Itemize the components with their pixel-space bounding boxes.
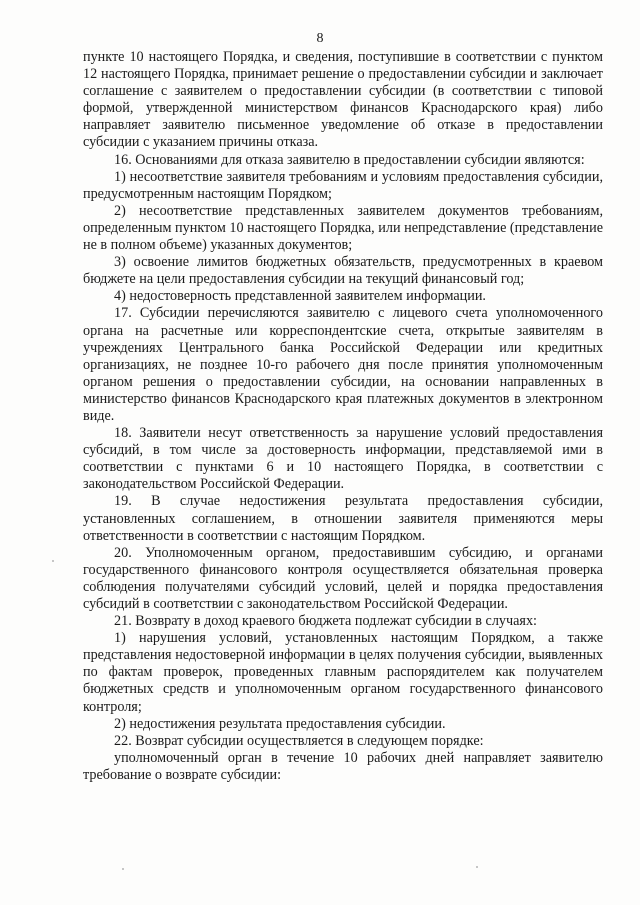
page-number: 8 xyxy=(316,31,324,46)
scan-speck xyxy=(476,866,478,868)
paragraph-18: 18. Заявители несут ответственность за нарушение условий предоставления субсидий, в том числе за достоверность информации, представляемой ими в соответствии с пунктами 6 и 10 настоящего Порядка, в соответствии с законодательством Российской Федерации. xyxy=(83,425,603,493)
document-body xyxy=(83,49,603,784)
paragraph-21-item-2: 2) недостижения результата предоставления субсидии. xyxy=(114,715,446,732)
paragraph-22: 22. Возврат субсидии осуществляется в следующем порядке: xyxy=(114,732,484,749)
paragraph-17: 17. Субсидии перечисляются заявителю с лицевого счета уполномоченного органа на расчетные или корреспондентские счета, открытые заявителям в учреждениях Центрального банка Российской Федерации или кредитных организациях, не позднее 10-го рабочего дня после принятия уполномоченным органом решения о предоставлении субсидии, на основании направленных в министерство финансов Краснодарского края платежных документов в электронном виде. xyxy=(83,305,603,424)
paragraph-16-item-2: 2) несоответствие представленных заявителем документов требованиям, определенным пунктом 10 настоящего Порядка, или непредставление (представление не в полном объеме) указанных документов; xyxy=(83,202,603,254)
paragraph-continuation: пункте 10 настоящего Порядка, и сведения, поступившие в соответствии с пунктом 12 настоящего Порядка, принимает решение о предоставлении субсидии и заключает соглашение с заявителем о предоставлении субсидии (в соответствии с типовой формой, утвержденной министерством финансов Краснодарского края) либо направляет заявителю письменное уведомление об отказе в предоставлении субсидии с указанием причины отказа. xyxy=(83,49,603,151)
scan-speck xyxy=(122,868,124,870)
paragraph-21: 21. Возврату в доход краевого бюджета подлежат субсидии в случаях: xyxy=(114,613,537,630)
scan-speck xyxy=(52,560,54,562)
paragraph-16-item-4: 4) недостоверность представленной заявителем информации. xyxy=(114,288,486,305)
paragraph-19: 19. В случае недостижения результата предоставления субсидии, установленных соглашением, в отношении заявителя применяются меры ответственности в соответствии с настоящим Порядком. xyxy=(83,493,603,544)
paragraph-20: 20. Уполномоченным органом, предоставившим субсидию, и органами государственного финансового контроля осуществляется обязательная проверка соблюдения получателями субсидий условий, целей и порядка предоставления субсидий в соответствии с законодательством Российской Федерации. xyxy=(83,544,603,612)
paragraph-16-item-3: 3) освоение лимитов бюджетных обязательств, предусмотренных в краевом бюджете на цели предоставления субсидии на текущий финансовый год; xyxy=(83,254,603,288)
paragraph-22-continuation: уполномоченный орган в течение 10 рабочих дней направляет заявителю требование о возврате субсидии: xyxy=(83,749,603,783)
paragraph-16: 16. Основаниями для отказа заявителю в предоставлении субсидии являются: xyxy=(114,151,585,168)
paragraph-21-item-1: 1) нарушения условий, установленных настоящим Порядком, а также представления недостоверной информации в целях получения субсидии, выявленных по фактам проверок, проведенных главным распорядителем как получателем бюджетных средств и уполномоченным органом государственного финансового контроля; xyxy=(83,630,603,715)
paragraph-16-item-1: 1) несоответствие заявителя требованиям и условиям предоставления субсидии, предусмотренным настоящим Порядком; xyxy=(83,168,603,202)
